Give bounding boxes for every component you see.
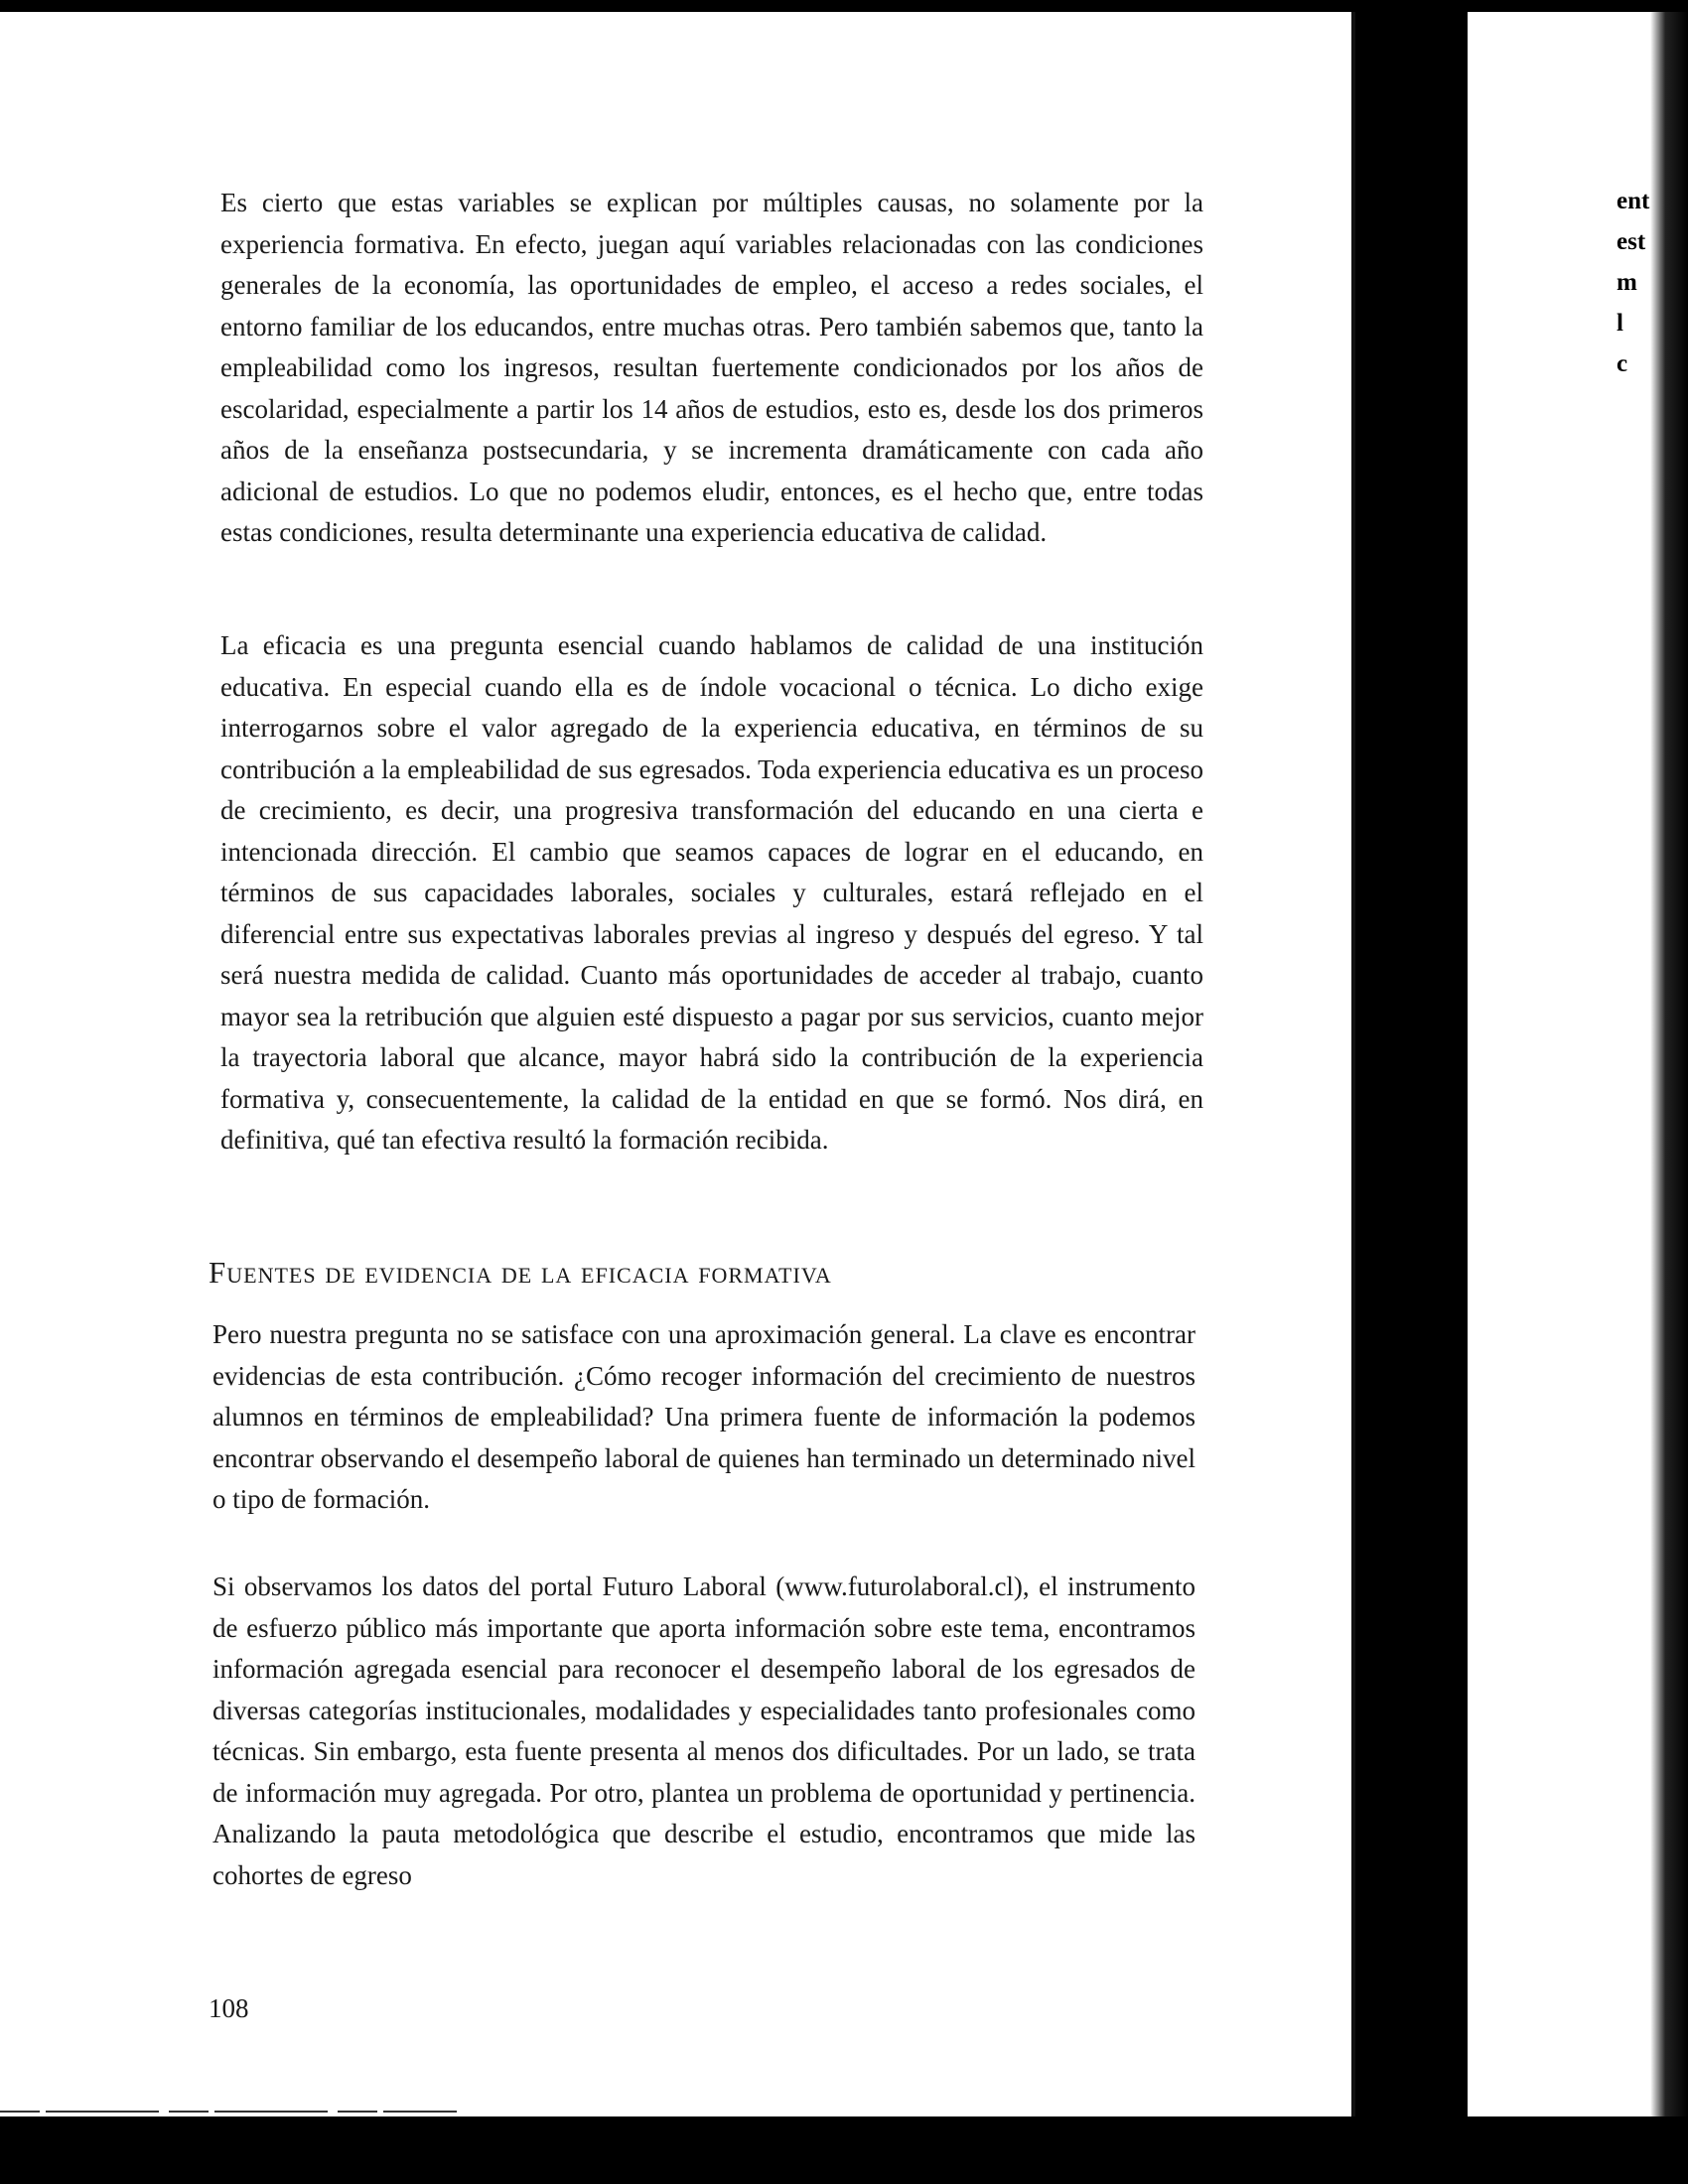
section-paragraph-1: Pero nuestra pregunta no se satisface con una aproximación general. La clave es encontrar evidencias de esta contribución. ¿Cómo recoger información del crecimiento de nuestros alumnos en términos de empleabilidad? Una primera fuente de información la podemos encontrar observando el desempeño laboral de quienes han terminado un determinado nivel o tipo de formación. (212, 1319, 1196, 1514)
facing-fragment: ent (1617, 188, 1650, 214)
page-number: 108 (209, 1993, 249, 2023)
scan-border-bottom (0, 2116, 1688, 2184)
facing-fragment: l (1617, 310, 1623, 337)
facing-fragment: est (1617, 228, 1646, 255)
book-page (0, 12, 1355, 2116)
body-paragraph-2: La eficacia es una pregunta esencial cuando hablamos de calidad de una institución educativa. En especial cuando ella es de índole vocacional o técnica. Lo dicho exige interrogarnos sobre el valor agregado de la experiencia educativa, en términos de su contribución a la empleabilidad de sus egresados. Toda experiencia educativa es un proceso de crecimiento, es decir, una progresiva transformación del educando en una cierta e intencionada dirección. El cambio que seamos capaces de lograr en el educando, en términos de sus capacidades laborales, sociales y culturales, estará reflejado en el diferencial entre sus expectativas laborales previas al ingreso y después del egreso. Y tal será nuestra medida de calidad. Cuanto más oportunidades de acceder al trabajo, cuanto mayor sea la retribución que alguien esté dispuesto a pagar por sus servicios, cuanto mejor la trayectoria laboral que alcance, mayor habrá sido la contribución de la experiencia formativa y, consecuentemente, la calidad de la entidad en que se formó. Nos dirá, en definitiva, qué tan efectiva resultó la formación recibida. (220, 630, 1203, 1155)
section-heading: Fuentes de evidencia de la eficacia formativa (209, 1255, 832, 1290)
scan-artifact-line (0, 2111, 457, 2113)
page-edge (1351, 12, 1355, 2116)
body-paragraph-1: Es cierto que estas variables se explican por múltiples causas, no solamente por la experiencia formativa. En efecto, juegan aquí variables relacionadas con las condiciones generales de la economía, las oportunidades de empleo, el acceso a redes sociales, el entorno familiar de los educandos, entre muchas otras. Pero también sabemos que, tanto la empleabilidad como los ingresos, resultan fuertemente condicionados por los años de escolaridad, especialmente a partir los 14 años de estudios, esto es, desde los dos primeros años de la enseñanza postsecundaria, y se incrementa dramáticamente con cada año adicional de estudios. Lo que no podemos eludir, entonces, es el hecho que, entre todas estas condiciones, resulta determinante una experiencia educativa de calidad. (220, 188, 1203, 547)
section-paragraph-2: Si observamos los datos del portal Futuro Laboral (www.futurolaboral.cl), el instrumento de esfuerzo público más importante que aporta información sobre este tema, encontramos información agregada esencial para reconocer el desempeño laboral de los egresados de diversas categorías institucionales, modalidades y especialidades tanto profesionales como técnicas. Sin embargo, esta fuente presenta al menos dos dificultades. Por un lado, se trata de información muy agregada. Por otro, plantea un problema de oportunidad y pertinencia. Analizando la pauta metodológica que describe el estudio, encontramos que mide las cohortes de egreso (212, 1571, 1196, 1890)
facing-page-strip (1468, 12, 1688, 2116)
facing-fragment: c (1617, 350, 1628, 377)
facing-fragment: m (1617, 269, 1637, 296)
binding-shadow (1650, 12, 1688, 2116)
scan-border-top (0, 0, 1688, 12)
facing-page-text (1617, 181, 1649, 384)
